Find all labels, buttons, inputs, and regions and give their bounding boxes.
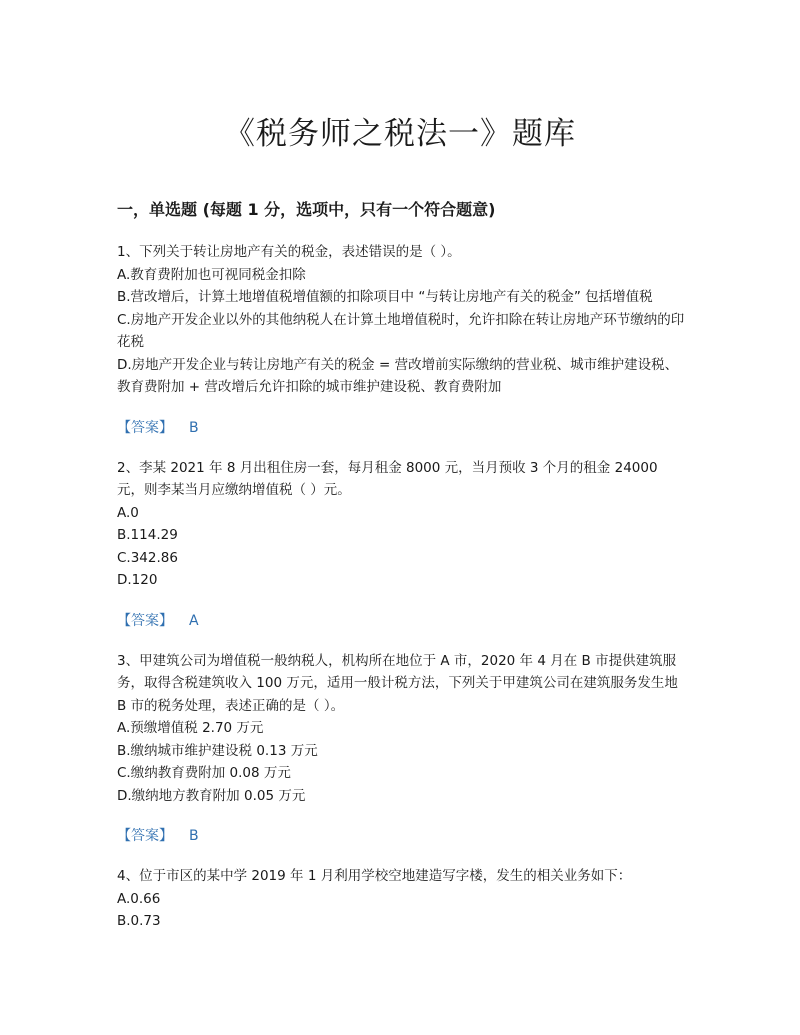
- answer-value: B: [189, 828, 199, 844]
- answer-line: [117, 825, 687, 847]
- option-b: B.0.73: [117, 913, 161, 929]
- question-2: [117, 457, 687, 632]
- question-4: [117, 865, 687, 933]
- option-b: B.缴纳城市维护建设税 0.13 万元: [117, 742, 318, 759]
- answer-label: 【答案】: [117, 828, 173, 844]
- section-title: 一，单选题 (每题 1 分，选项中，只有一个符合题意): [117, 200, 496, 219]
- answer-value: A: [189, 612, 199, 629]
- question-text: 1、下列关于转让房地产有关的税金，表述错误的是（ ）。: [117, 244, 461, 260]
- option-a: A.教育费附加也可视同税金扣除: [117, 266, 306, 283]
- option-b: B.营改增后，计算土地增值税增值额的扣除项目中 “与转让房地产有关的税金” 包括增值税: [117, 289, 653, 305]
- option-c: C.房地产开发企业以外的其他纳税人在计算土地增值税时，允许扣除在转让房地产环节缴纳的印花税: [117, 311, 685, 350]
- question-3: [117, 650, 687, 848]
- document-title: 《税务师之税法一》题库: [224, 116, 576, 152]
- option-a: A.0.66: [117, 890, 161, 907]
- answer-line: [117, 417, 687, 439]
- question-text: 3、甲建筑公司为增值税一般纳税人，机构所在地位于 A 市，2020 年 4 月在 B 市提供建筑服务，取得含税建筑收入 100 万元，适用一般计税方法，下列关于甲建筑公司在建筑服务发生地 B 市的税务处理，表述正确的是（ ）。: [117, 652, 678, 714]
- option-d: D.缴纳地方教育附加 0.05 万元: [117, 787, 306, 804]
- question-text: 4、位于市区的某中学 2019 年 1 月利用学校空地建造写字楼，发生的相关业务如下：: [117, 868, 632, 884]
- option-d: D.120: [117, 572, 158, 588]
- answer-label: 【答案】: [117, 419, 173, 436]
- option-b: B.114.29: [117, 527, 178, 543]
- option-a: A.预缴增值税 2.70 万元: [117, 720, 264, 736]
- question-1: [117, 241, 687, 439]
- question-text: 2、李某 2021 年 8 月出租住房一套，每月租金 8000 元，当月预收 3 个月的租金 24000 元，则李某当月应缴纳增值税（ ）元。: [117, 459, 658, 498]
- answer-value: B: [189, 419, 199, 436]
- answer-line: [117, 610, 687, 632]
- option-c: C.342.86: [117, 549, 178, 566]
- option-d: D.房地产开发企业与转让房地产有关的税金 = 营改增前实际缴纳的营业税、城市维护建设税、教育费附加 + 营改增后允许扣除的城市维护建设税、教育费附加: [117, 356, 679, 395]
- option-c: C.缴纳教育费附加 0.08 万元: [117, 765, 291, 781]
- question-list: [117, 241, 687, 933]
- option-a: A.0: [117, 504, 139, 521]
- answer-label: 【答案】: [117, 612, 173, 629]
